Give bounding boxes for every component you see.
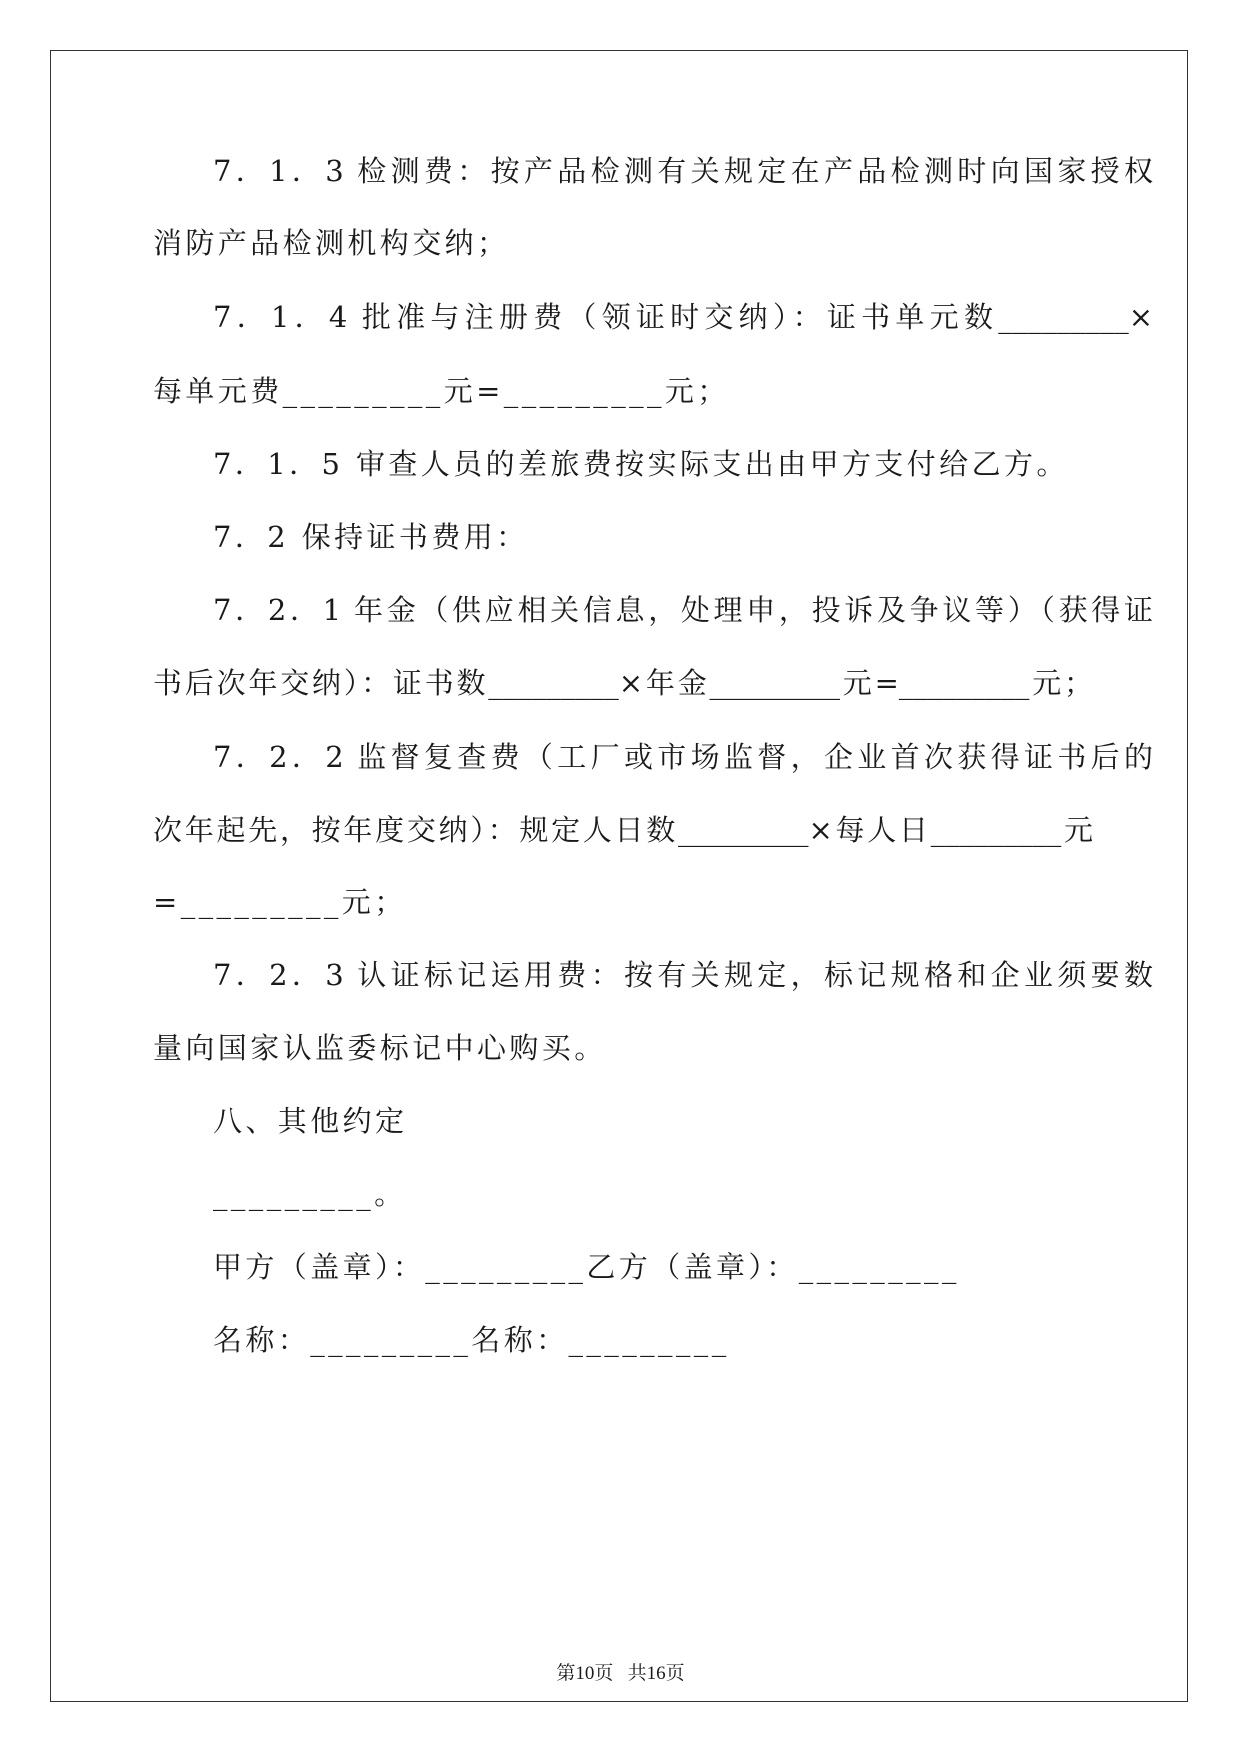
section-8-heading: 八、其他约定: [213, 1104, 408, 1138]
clause-7-2-1-line1: 7．2．1 年金（供应相关信息，处理申，投诉及争议等）（获得证: [213, 593, 1153, 627]
signature-parties: 甲方（盖章）：_________乙方（盖章）：_________: [213, 1250, 960, 1284]
clause-7-2-heading: 7．2 保持证书费用：: [213, 520, 529, 554]
clause-7-1-5: 7．1．5 审查人员的差旅费按实际支出由甲方支付给乙方。: [213, 447, 1069, 481]
clause-7-1-4-line1: 7．1．4 批准与注册费（领证时交纳）：证书单元数_________×: [213, 300, 1153, 334]
clause-7-1-3-line2: 消防产品检测机构交纳；: [153, 226, 510, 260]
clause-7-2-1-line2: 书后次年交纳）：证书数_________×年金_________元=_________元；: [153, 666, 1093, 700]
clause-7-1-3-line1: 7．1．3 检测费：按产品检测有关规定在产品检测时向国家授权: [213, 154, 1153, 188]
clause-7-2-2-line2: 次年起先，按年度交纳）：规定人日数_________×每人日_________元: [153, 813, 1093, 847]
clause-7-2-2-line3: =_________元；: [153, 885, 407, 919]
clause-7-1-4-line2: 每单元费_________元=_________元；: [153, 374, 730, 408]
clause-7-2-3-line1: 7．2．3 认证标记运用费：按有关规定，标记规格和企业须要数: [213, 958, 1153, 992]
page-number-footer: 第10页 共16页: [556, 1663, 685, 1684]
signature-names: 名称：_________名称：_________: [213, 1323, 730, 1357]
clause-7-2-3-line2: 量向国家认监委标记中心购买。: [153, 1031, 607, 1065]
clause-7-2-2-line1: 7．2．2 监督复查费（工厂或市场监督，企业首次获得证书后的: [213, 740, 1153, 774]
other-terms-blank: _________。: [213, 1177, 407, 1211]
